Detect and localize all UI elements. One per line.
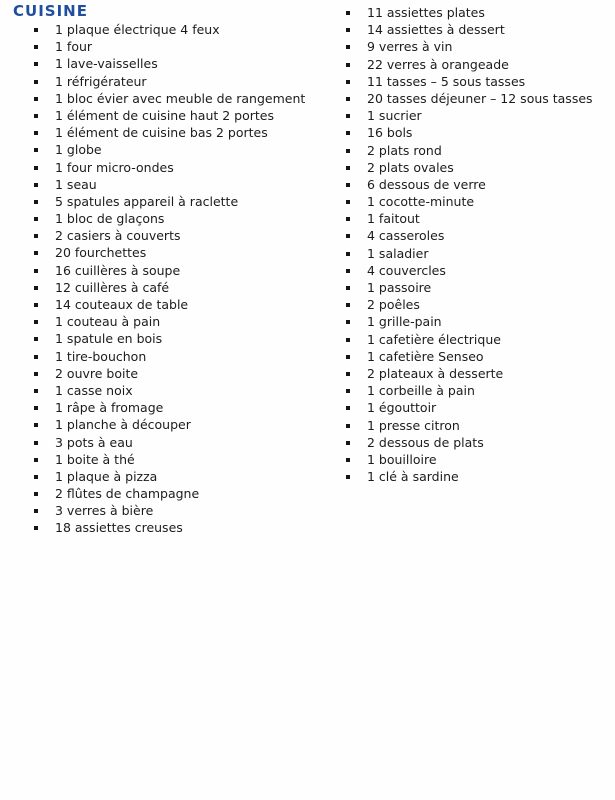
square-bullet-icon bbox=[34, 97, 38, 101]
square-bullet-icon bbox=[346, 475, 350, 479]
square-bullet-icon bbox=[346, 183, 350, 187]
list-item-label: 2 plats rond bbox=[367, 142, 442, 158]
list-item-label: 4 couvercles bbox=[367, 262, 446, 278]
list-item-label: 1 planche à découper bbox=[55, 417, 191, 433]
list-item-label: 1 cafetière électrique bbox=[367, 331, 501, 347]
square-bullet-icon bbox=[346, 166, 350, 170]
list-item bbox=[33, 38, 305, 55]
list-item bbox=[33, 107, 305, 124]
list-item-label: 1 cocotte-minute bbox=[367, 194, 475, 210]
list-item bbox=[33, 502, 305, 519]
square-bullet-icon bbox=[346, 441, 350, 445]
square-bullet-icon bbox=[346, 424, 350, 428]
square-bullet-icon bbox=[34, 389, 38, 393]
list-item-label: 1 plaque à pizza bbox=[55, 468, 158, 484]
list-item bbox=[33, 399, 305, 416]
list-item bbox=[345, 90, 593, 107]
square-bullet-icon bbox=[34, 45, 38, 49]
square-bullet-icon bbox=[34, 80, 38, 84]
list-item bbox=[33, 193, 305, 210]
square-bullet-icon bbox=[34, 62, 38, 66]
list-item-label: 16 cuillères à soupe bbox=[55, 262, 181, 278]
list-item bbox=[33, 330, 305, 347]
list-item bbox=[33, 451, 305, 468]
list-item-label: 14 assiettes à dessert bbox=[367, 22, 505, 38]
list-item bbox=[345, 382, 593, 399]
square-bullet-icon bbox=[34, 200, 38, 204]
list-item bbox=[345, 107, 593, 124]
square-bullet-icon bbox=[346, 355, 350, 359]
list-item bbox=[345, 159, 593, 176]
list-item-label: 1 bloc de glaçons bbox=[55, 211, 165, 227]
list-item-label: 1 faitout bbox=[367, 211, 420, 227]
square-bullet-icon bbox=[346, 389, 350, 393]
list-item-label: 1 spatule en bois bbox=[55, 331, 163, 347]
square-bullet-icon bbox=[346, 303, 350, 307]
square-bullet-icon bbox=[346, 149, 350, 153]
list-item-label: 1 globe bbox=[55, 142, 102, 158]
square-bullet-icon bbox=[34, 441, 38, 445]
square-bullet-icon bbox=[34, 475, 38, 479]
list-item bbox=[33, 159, 305, 176]
square-bullet-icon bbox=[34, 269, 38, 273]
square-bullet-icon bbox=[34, 492, 38, 496]
square-bullet-icon bbox=[346, 11, 350, 15]
square-bullet-icon bbox=[34, 286, 38, 290]
list-item-label: 14 couteaux de table bbox=[55, 297, 189, 312]
list-item-label: 1 sucrier bbox=[367, 108, 422, 124]
list-item-label: 1 réfrigérateur bbox=[55, 73, 147, 89]
list-item-label: 1 casse noix bbox=[55, 382, 133, 398]
list-item-label: 2 dessous de plats bbox=[367, 434, 484, 450]
square-bullet-icon bbox=[346, 286, 350, 290]
square-bullet-icon bbox=[346, 320, 350, 324]
list-item bbox=[33, 296, 305, 313]
list-item bbox=[345, 365, 593, 382]
square-bullet-icon bbox=[346, 458, 350, 462]
list-item bbox=[345, 296, 593, 313]
list-item bbox=[33, 468, 305, 485]
list-item-label: 1 égouttoir bbox=[367, 400, 437, 416]
list-item bbox=[345, 434, 593, 451]
list-item-label: 1 four bbox=[55, 39, 93, 55]
list-item bbox=[345, 451, 593, 468]
square-bullet-icon bbox=[34, 28, 38, 32]
list-item bbox=[33, 244, 305, 261]
inventory-list-right-column bbox=[345, 4, 593, 485]
list-item bbox=[33, 434, 305, 451]
square-bullet-icon bbox=[346, 217, 350, 221]
square-bullet-icon bbox=[34, 509, 38, 513]
list-item bbox=[345, 176, 593, 193]
list-item-label: 1 tire-bouchon bbox=[55, 348, 147, 364]
square-bullet-icon bbox=[34, 355, 38, 359]
list-item bbox=[345, 245, 593, 262]
list-item bbox=[33, 348, 305, 365]
list-item bbox=[345, 313, 593, 330]
list-item-label: 1 grille-pain bbox=[367, 314, 442, 330]
square-bullet-icon bbox=[346, 63, 350, 67]
square-bullet-icon bbox=[34, 526, 38, 530]
square-bullet-icon bbox=[34, 114, 38, 118]
list-item-label: 12 cuillères à café bbox=[55, 279, 170, 295]
list-item-label: 11 assiettes plates bbox=[367, 5, 485, 20]
list-item bbox=[345, 348, 593, 365]
list-item bbox=[345, 331, 593, 348]
list-item bbox=[33, 519, 305, 536]
list-item-label: 1 élément de cuisine bas 2 portes bbox=[55, 125, 268, 141]
list-item-label: 1 lave-vaisselles bbox=[55, 56, 158, 72]
list-item bbox=[33, 227, 305, 244]
list-item-label: 5 spatules appareil à raclette bbox=[55, 193, 239, 209]
list-item-label: 3 verres à bière bbox=[55, 503, 154, 519]
list-item bbox=[345, 56, 593, 73]
list-item-label: 3 pots à eau bbox=[55, 434, 133, 450]
list-item bbox=[33, 279, 305, 296]
square-bullet-icon bbox=[346, 372, 350, 376]
list-item-label: 2 ouvre boite bbox=[55, 365, 139, 381]
list-item bbox=[33, 210, 305, 227]
list-item bbox=[345, 193, 593, 210]
list-item-label: 20 fourchettes bbox=[55, 245, 147, 261]
list-item-label: 1 plaque électrique 4 feux bbox=[55, 22, 220, 37]
square-bullet-icon bbox=[34, 183, 38, 187]
list-item bbox=[345, 279, 593, 296]
list-item-label: 1 corbeille à pain bbox=[367, 383, 475, 399]
list-item-label: 2 plats ovales bbox=[367, 159, 454, 175]
square-bullet-icon bbox=[346, 200, 350, 204]
inventory-list-left-column bbox=[33, 21, 305, 537]
square-bullet-icon bbox=[346, 114, 350, 118]
square-bullet-icon bbox=[34, 372, 38, 376]
square-bullet-icon bbox=[34, 148, 38, 152]
list-item bbox=[33, 124, 305, 141]
list-item-label: 1 cafetière Senseo bbox=[367, 348, 484, 364]
list-item bbox=[33, 313, 305, 330]
square-bullet-icon bbox=[34, 406, 38, 410]
list-item-label: 2 flûtes de champagne bbox=[55, 486, 200, 502]
square-bullet-icon bbox=[346, 338, 350, 342]
list-item-label: 1 four micro-ondes bbox=[55, 159, 174, 175]
list-item-label: 1 élément de cuisine haut 2 portes bbox=[55, 107, 275, 123]
list-item bbox=[345, 21, 593, 38]
square-bullet-icon bbox=[34, 337, 38, 341]
list-item-label: 1 seau bbox=[55, 176, 97, 192]
list-item-label: 1 bouilloire bbox=[367, 451, 437, 467]
list-item-label: 1 râpe à fromage bbox=[55, 400, 164, 416]
list-item-label: 1 boite à thé bbox=[55, 451, 135, 467]
list-item bbox=[33, 416, 305, 433]
square-bullet-icon bbox=[34, 166, 38, 170]
list-item-label: 1 saladier bbox=[367, 245, 429, 261]
square-bullet-icon bbox=[34, 320, 38, 324]
square-bullet-icon bbox=[346, 406, 350, 410]
square-bullet-icon bbox=[346, 252, 350, 256]
list-item-label: 2 poêles bbox=[367, 297, 420, 313]
list-item bbox=[33, 55, 305, 72]
list-item-label: 22 verres à orangeade bbox=[367, 56, 509, 72]
square-bullet-icon bbox=[346, 234, 350, 238]
list-item bbox=[345, 124, 593, 141]
list-item bbox=[345, 210, 593, 227]
list-item bbox=[33, 382, 305, 399]
square-bullet-icon bbox=[34, 303, 38, 307]
list-item-label: 6 dessous de verre bbox=[367, 176, 486, 192]
list-item-label: 9 verres à vin bbox=[367, 39, 453, 55]
list-item-label: 11 tasses – 5 sous tasses bbox=[367, 73, 526, 89]
square-bullet-icon bbox=[346, 269, 350, 273]
list-item bbox=[33, 365, 305, 382]
list-item bbox=[33, 73, 305, 90]
list-item bbox=[33, 21, 305, 38]
square-bullet-icon bbox=[346, 80, 350, 84]
list-item bbox=[345, 38, 593, 55]
list-item-label: 20 tasses déjeuner – 12 sous tasses bbox=[367, 90, 593, 106]
list-item-label: 2 casiers à couverts bbox=[55, 228, 181, 244]
list-item bbox=[345, 262, 593, 279]
square-bullet-icon bbox=[346, 131, 350, 135]
list-item bbox=[345, 4, 593, 21]
list-item-label: 1 presse citron bbox=[367, 417, 460, 433]
square-bullet-icon bbox=[34, 234, 38, 238]
square-bullet-icon bbox=[346, 97, 350, 101]
page-title: CUISINE bbox=[13, 2, 88, 20]
list-item bbox=[33, 262, 305, 279]
square-bullet-icon bbox=[34, 458, 38, 462]
list-item bbox=[33, 485, 305, 502]
list-item bbox=[33, 176, 305, 193]
square-bullet-icon bbox=[34, 131, 38, 135]
list-item bbox=[33, 90, 305, 107]
square-bullet-icon bbox=[34, 217, 38, 221]
list-item-label: 4 casseroles bbox=[367, 228, 445, 244]
list-item bbox=[345, 468, 593, 485]
list-item-label: 1 bloc évier avec meuble de rangement bbox=[55, 90, 306, 106]
list-item-label: 1 passoire bbox=[367, 280, 432, 295]
square-bullet-icon bbox=[34, 251, 38, 255]
list-item-label: 16 bols bbox=[367, 125, 413, 141]
list-item-label: 1 clé à sardine bbox=[367, 469, 459, 485]
square-bullet-icon bbox=[346, 45, 350, 49]
list-item bbox=[33, 141, 305, 158]
square-bullet-icon bbox=[34, 423, 38, 427]
list-item bbox=[345, 399, 593, 416]
square-bullet-icon bbox=[346, 28, 350, 32]
list-item-label: 18 assiettes creuses bbox=[55, 520, 183, 536]
list-item bbox=[345, 73, 593, 90]
list-item bbox=[345, 417, 593, 434]
list-item-label: 1 couteau à pain bbox=[55, 314, 161, 330]
list-item bbox=[345, 227, 593, 244]
list-item bbox=[345, 142, 593, 159]
list-item-label: 2 plateaux à desserte bbox=[367, 365, 504, 381]
